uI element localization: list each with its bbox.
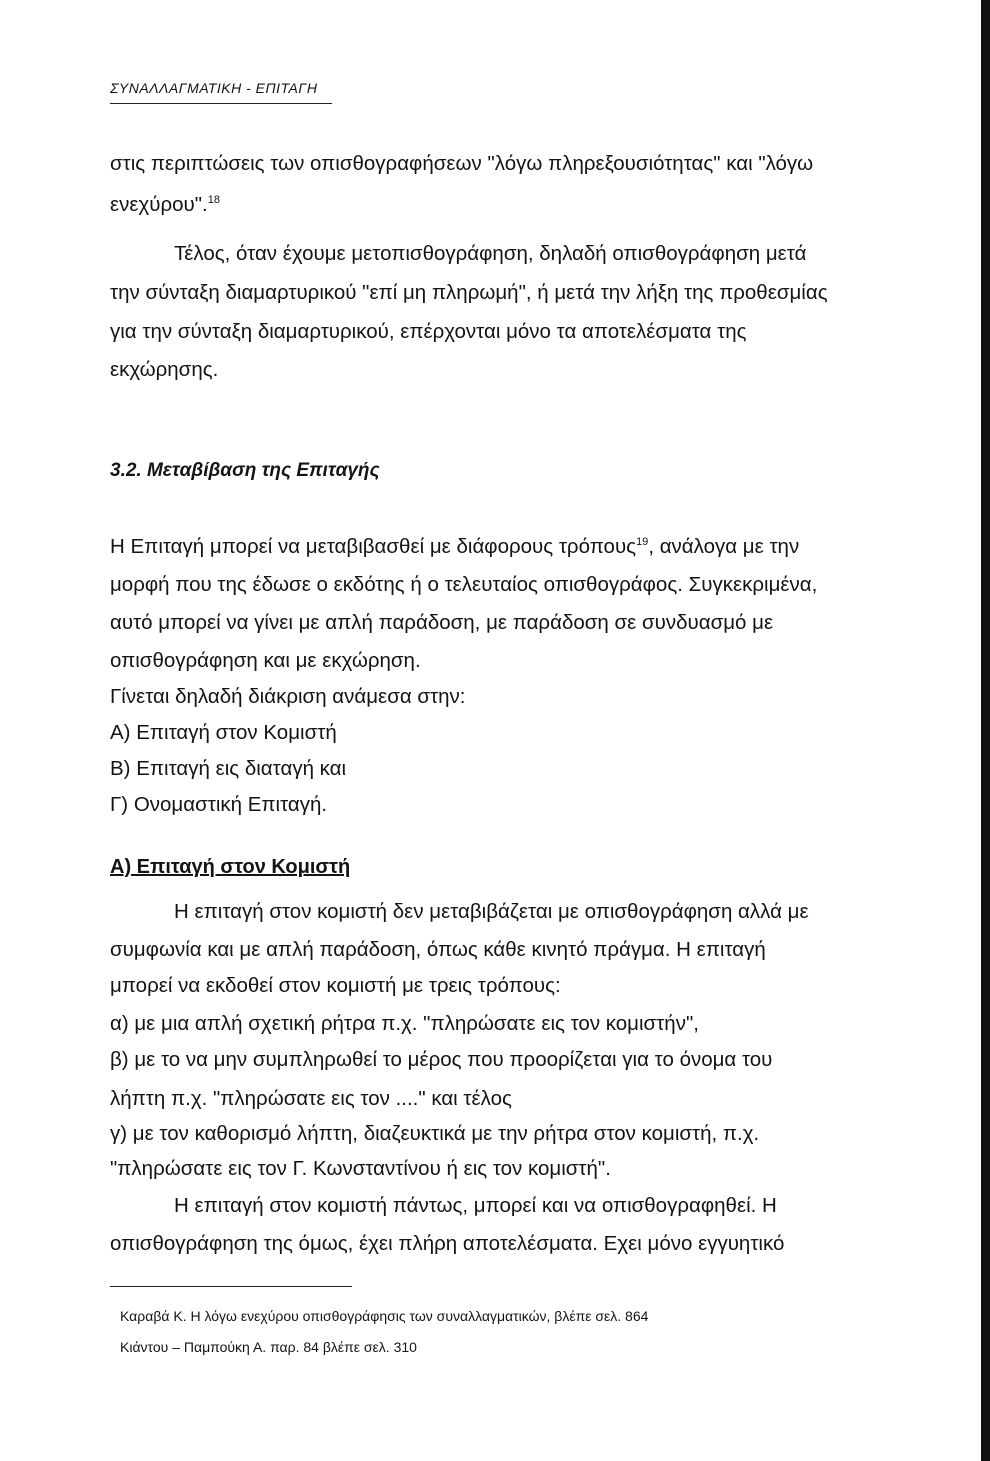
body2-line-2: συμφωνία και με απλή παράδοση, όπως κάθε κινητό πράγμα. Η επιταγή <box>110 938 766 961</box>
footnote-18: Καραβά Κ. Η λόγω ενεχύρου οπισθογράφησις των συναλλαγματικών, βλέπε σελ. 864 <box>120 1308 649 1324</box>
section-heading: 3.2. Μεταβίβαση της Επιταγής <box>110 460 380 481</box>
intro-line-6: εκχώρησης. <box>110 358 219 381</box>
body1-line-5: Γίνεται δηλαδή διάκριση ανάμεσα στην: <box>110 685 466 708</box>
body2-line-6: λήπτη π.χ. "πληρώσατε εις τον ...." και τέλος <box>110 1087 512 1110</box>
intro-line-5: για την σύνταξη διαμαρτυρικού, επέρχονται μόνο τα αποτελέσματα της <box>110 320 747 343</box>
body2-line-9: Η επιταγή στον κομιστή πάντως, μπορεί και να οπισθογραφηθεί. Η <box>174 1194 777 1217</box>
body2-line-5: β) με το να μην συμπληρωθεί το μέρος που προορίζεται για το όνομα του <box>110 1048 773 1071</box>
body1-line-1: Η Επιταγή μπορεί να μεταβιβασθεί με διάφορους τρόπους$^{19}$, ανάλογα με την <box>110 535 800 558</box>
body2-line-3: μπορεί να εκδοθεί στον κομιστή με τρεις τρόπους: <box>110 974 561 997</box>
body2-line-4: α) με μια απλή σχετική ρήτρα π.χ. "πληρώσατε εις τον κομιστήν", <box>110 1012 699 1035</box>
list-item-c: Γ) Ονομαστική Επιταγή. <box>110 793 328 816</box>
body1-line-4: οπισθογράφηση και με εκχώρηση. <box>110 649 421 672</box>
body2-line-10: οπισθογράφηση της όμως, έχει πλήρη αποτελέσματα. Εχει μόνο εγγυητικό <box>110 1232 785 1255</box>
running-header: ΣΥΝΑΛΛΑΓΜΑΤΙΚΗ - ΕΠΙΤΑΓΗ <box>110 80 318 96</box>
list-item-b: Β) Επιταγή εις διαταγή και <box>110 757 347 780</box>
footnote-ref-18: 18 <box>207 194 220 207</box>
intro-line-1: στις περιπτώσεις των οπισθογραφήσεων "λόγω πληρεξουσιότητας" και "λόγω <box>110 152 814 175</box>
header-rule <box>110 103 332 104</box>
footnote-19: Κιάντου – Παμπούκη Α. παρ. 84 βλέπε σελ. 310 <box>120 1339 417 1355</box>
subsection-heading: Α) Επιταγή στον Κομιστή <box>110 856 351 878</box>
body2-line-1: Η επιταγή στον κομιστή δεν μεταβιβάζεται με οπισθογράφηση αλλά με <box>174 900 809 923</box>
body1-line-3: αυτό μπορεί να γίνει με απλή παράδοση, με παράδοση σε συνδυασμό με <box>110 611 774 634</box>
body2-line-8: "πληρώσατε εις τον Γ. Κωνσταντίνου ή εις τον κομιστή". <box>110 1157 611 1180</box>
body2-line-7: γ) με τον καθορισμό λήπτη, διαζευκτικά με την ρήτρα στον κομιστή, π.χ. <box>110 1122 760 1145</box>
footnote-ref-19: 19 <box>636 536 649 549</box>
scan-edge <box>981 0 990 1461</box>
footnote-rule <box>110 1286 352 1287</box>
body1-line-2: μορφή που της έδωσε ο εκδότης ή ο τελευταίος οπισθογράφος. Συγκεκριμένα, <box>110 573 818 596</box>
intro-line-2: ενεχύρου".$^{18}$ <box>110 193 220 216</box>
intro-line-4: την σύνταξη διαμαρτυρικού "επί μη πληρωμή", ή μετά την λήξη της προθεσμίας <box>110 281 828 304</box>
list-item-a: Α) Επιταγή στον Κομιστή <box>110 721 337 744</box>
intro-line-3: Τέλος, όταν έχουμε μετοπισθογράφηση, δηλαδή οπισθογράφηση μετά <box>174 242 807 265</box>
